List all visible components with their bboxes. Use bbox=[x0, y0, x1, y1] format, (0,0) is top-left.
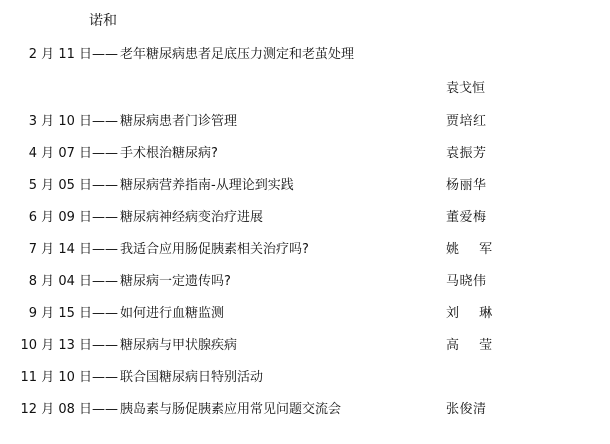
schedule-topic: 糖尿病一定遗传吗? bbox=[120, 274, 231, 289]
schedule-speaker: 高 莹 bbox=[446, 338, 501, 353]
schedule-row bbox=[0, 304, 610, 324]
schedule-date: 4 月 07 日 bbox=[28, 146, 92, 161]
schedule-row bbox=[0, 272, 610, 292]
schedule-separator: —— bbox=[92, 306, 118, 321]
schedule-speaker: 袁振芳 bbox=[446, 146, 487, 161]
schedule-row bbox=[0, 45, 610, 65]
schedule-topic: 糖尿病患者门诊管理 bbox=[120, 114, 238, 129]
schedule-speaker: 杨丽华 bbox=[446, 178, 487, 193]
schedule-speaker: 刘 琳 bbox=[446, 306, 501, 321]
schedule-speaker: 马晓伟 bbox=[446, 274, 487, 289]
schedule-date: 5 月 05 日 bbox=[28, 178, 92, 193]
schedule-row bbox=[0, 368, 610, 388]
schedule-row bbox=[0, 144, 610, 164]
schedule-separator: —— bbox=[92, 178, 118, 193]
schedule-speaker: 张俊清 bbox=[446, 402, 487, 417]
schedule-date: 6 月 09 日 bbox=[28, 210, 92, 225]
schedule-separator: —— bbox=[92, 47, 118, 62]
schedule-speaker: 董爱梅 bbox=[446, 210, 487, 225]
schedule-topic: 糖尿病营养指南-从理论到实践 bbox=[120, 178, 294, 193]
schedule-topic: 老年糖尿病患者足底压力测定和老茧处理 bbox=[120, 47, 355, 62]
schedule-speaker: 姚 军 bbox=[446, 242, 501, 257]
schedule-separator: —— bbox=[92, 274, 118, 289]
schedule-date: 7 月 14 日 bbox=[28, 242, 92, 257]
schedule-separator: —— bbox=[92, 242, 118, 257]
schedule-date: 2 月 11 日 bbox=[28, 47, 92, 62]
schedule-date: 8 月 04 日 bbox=[28, 274, 92, 289]
schedule-date: 12 月 08 日 bbox=[20, 402, 92, 417]
schedule-date: 10 月 13 日 bbox=[20, 338, 92, 353]
schedule-speaker: 袁戈恒 bbox=[446, 81, 486, 96]
schedule-topic: 联合国糖尿病日特别活动 bbox=[120, 370, 264, 385]
schedule-separator: —— bbox=[92, 146, 118, 161]
schedule-speaker: 贾培红 bbox=[446, 114, 487, 129]
schedule-topic: 胰岛素与肠促胰素应用常见问题交流会 bbox=[120, 402, 342, 417]
schedule-separator: —— bbox=[92, 338, 118, 353]
schedule-topic: 我适合应用肠促胰素相关治疗吗? bbox=[120, 242, 309, 257]
schedule-separator: —— bbox=[92, 210, 118, 225]
schedule-topic: 手术根治糖尿病? bbox=[120, 146, 218, 161]
schedule-row bbox=[0, 176, 610, 196]
schedule-separator: —— bbox=[92, 114, 118, 129]
schedule-row bbox=[0, 336, 610, 356]
schedule-date: 9 月 15 日 bbox=[28, 306, 92, 321]
schedule-date: 11 月 10 日 bbox=[20, 370, 92, 385]
schedule-date: 3 月 10 日 bbox=[28, 114, 92, 129]
schedule-topic: 糖尿病与甲状腺疾病 bbox=[120, 338, 238, 353]
schedule-row bbox=[0, 400, 610, 420]
schedule-topic: 如何进行血糖监测 bbox=[120, 306, 225, 321]
schedule-row bbox=[0, 240, 610, 260]
schedule-topic: 糖尿病神经病变治疗进展 bbox=[120, 210, 264, 225]
schedule-row bbox=[0, 112, 610, 132]
document-heading: 诺和 bbox=[89, 13, 117, 29]
schedule-row bbox=[0, 208, 610, 228]
schedule-separator: —— bbox=[92, 402, 118, 417]
schedule-separator: —— bbox=[92, 370, 118, 385]
